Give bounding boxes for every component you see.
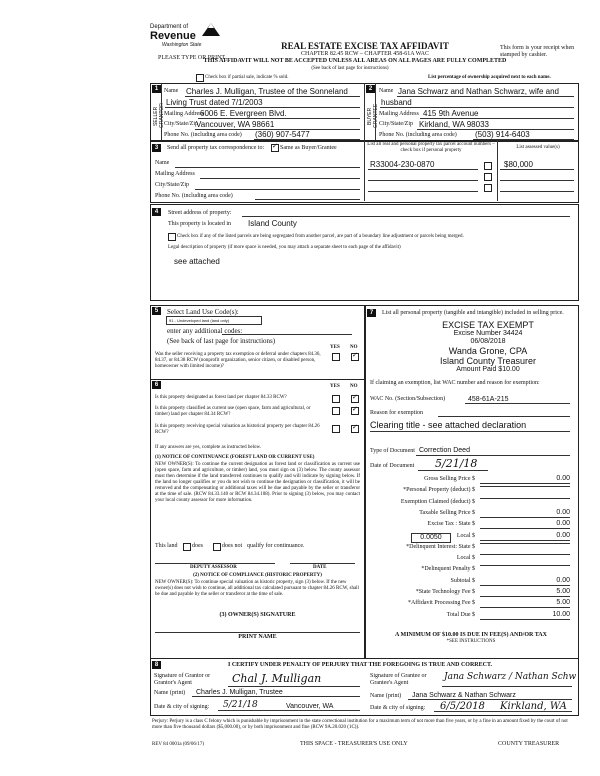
stamp-name: Wanda Grone, CPA <box>448 346 528 356</box>
fee-row-value[interactable]: 0.00 <box>480 577 570 586</box>
exemption-claim-label: If claiming an exemption, list WAC number and reason for exemption: <box>370 380 540 386</box>
grantee-date-label: Date & city of signing: <box>370 705 426 711</box>
fee-row-label: *Delinquent Interest: State $ <box>406 544 475 550</box>
current-use-question: Is this property classified as current use (open space, farm and agricultural, or timber) land per chapter 84.34 RCW? <box>155 406 311 417</box>
receipt-note: This form is your receipt when stamped by cashier. <box>500 45 575 58</box>
fee-row-value[interactable]: 0.00 <box>480 532 570 541</box>
land-use-label: Select Land Use Code(s): <box>167 308 239 316</box>
grantor-print-label: Name (print) <box>154 690 186 696</box>
print-name-label: PRINT NAME <box>238 634 277 640</box>
assessed-value: $80,000 <box>504 160 533 169</box>
partial-sale-label: Check box if partial sale, indicate % sold. <box>205 75 289 80</box>
does-checkbox[interactable] <box>183 543 191 551</box>
fee-row-label: Total Due $ <box>446 612 475 618</box>
grantor-sig-label: Signature of Grantor or Grantor's Agent <box>154 673 211 686</box>
reason-value: Clearing title - see attached declaration <box>370 420 527 430</box>
q3-yes-checkbox[interactable] <box>332 425 340 433</box>
fee-row-value[interactable] <box>480 565 570 566</box>
q1-yes-checkbox[interactable] <box>332 395 340 403</box>
fee-row-value[interactable] <box>480 486 570 487</box>
s5-yes-checkbox[interactable] <box>332 353 340 361</box>
legal-description: see attached <box>174 257 220 266</box>
q2-yes-checkbox[interactable] <box>332 407 340 415</box>
treasurer-space-label: THIS SPACE - TREASURER'S USE ONLY <box>300 741 408 747</box>
perjury-notice: Perjury: Perjury is a class C felony which is punishable by imprisonment in the state correctional institution for a maximum term of not more than five years, or by a fine in an amount fixed by the court of not more than five thousand dollars ($5,000.00), or by both imprisonment and fine (RCW 9A.20.020 (1C)). <box>152 719 568 730</box>
section-1-number: 1 <box>152 85 161 93</box>
grantee-name: Jana Schwarz and Nathan Schwarz, wife and <box>398 87 559 96</box>
grantor-address: 6006 E. Evergreen Blvd. <box>200 109 287 118</box>
fee-row-value[interactable] <box>480 554 570 555</box>
same-as-buyer-checkbox[interactable] <box>271 144 279 152</box>
q2-no-checkbox[interactable] <box>351 407 359 415</box>
date-label: DATE <box>313 565 327 570</box>
deputy-assessor-label: DEPUTY ASSESSOR <box>190 565 237 570</box>
parcel-number: R33004-230-0870 <box>370 160 435 169</box>
s6-no-label: NO <box>350 384 358 389</box>
fee-row-label: *Affidavit Processing Fee $ <box>407 600 475 606</box>
grantor-signature: Chal J. Mulligan <box>232 672 322 685</box>
notice-compliance-body: NEW OWNER(S): To continue special valuation as historic property, sign (3) below. If the new owner(s) does not wish to continue, all additional tax calculated pursuant to chapter 84.26 RCW, shall be due and payable by the seller or transferor at the time of sale. <box>155 580 359 597</box>
seller-grantor-label: SELLER GRANTOR <box>153 103 165 129</box>
notice-line: THIS AFFIDAVIT WILL NOT BE ACCEPTED UNLESS ALL AREAS ON ALL PAGES ARE FULLY COMPLETED <box>203 58 507 64</box>
see-instructions-label: *SEE INSTRUCTIONS <box>446 639 496 644</box>
stamp-title: EXCISE TAX EXEMPT <box>442 320 534 330</box>
grantee-phone: (503) 914-6403 <box>475 130 530 139</box>
reason-label: Reason for exemption <box>370 410 423 416</box>
personal-property-checkbox-1[interactable] <box>484 162 492 170</box>
notice-compliance-title: (2) NOTICE OF COMPLIANCE (HISTORIC PROPERTY) <box>193 573 322 578</box>
grantee-city: Kirkland, WA 98033 <box>419 120 489 129</box>
county-value: Island County <box>248 219 297 228</box>
grantee-name-cont: husband <box>381 98 412 107</box>
form-revision: REV 84 0001a (09/06/17) <box>152 742 204 747</box>
does-not-label: does not <box>222 543 243 549</box>
s3-address-label: Mailing Address <box>155 171 195 177</box>
fee-row-value[interactable]: 10.00 <box>480 611 570 620</box>
stamp-office: Island County Treasurer <box>439 356 537 366</box>
fee-row-value[interactable] <box>480 543 570 544</box>
legal-description-label: Legal description of property (if more space is needed, you may attach a separate sheet to each page of the affidavit) <box>168 245 401 250</box>
s5-no-checkbox[interactable] <box>351 353 359 361</box>
q1-no-checkbox[interactable] <box>351 395 359 403</box>
personal-property-checkbox-2[interactable] <box>484 173 492 181</box>
fee-row-label: Gross Selling Price $ <box>424 476 475 482</box>
segregated-checkbox[interactable] <box>168 233 176 241</box>
fee-row-value[interactable]: 0.00 <box>480 475 570 484</box>
see-back-line: (See back of last page for instructions) <box>311 66 389 71</box>
s6-yes-label: YES <box>330 384 340 389</box>
county-treasurer-label: COUNTY TREASURER <box>498 741 560 747</box>
doc-date-value: 5/21/18 <box>435 457 478 470</box>
wac-label: WAC No. (Section/Subsection) <box>370 396 446 402</box>
owner-signature-label: (3) OWNER(S) SIGNATURE <box>219 612 296 618</box>
s3-city-label: City/State/Zip <box>155 182 189 188</box>
doc-type-value: Correction Deed <box>419 447 470 454</box>
grantor-print-name: Charles J. Mulligan, Trustee <box>196 689 283 696</box>
grantor-date: 5/21/18 <box>223 700 258 710</box>
certify-statement: I CERTIFY UNDER PENALTY OF PERJURY THAT THE FOREGOING IS TRUE AND CORRECT. <box>228 662 493 668</box>
s3-phone-label: Phone No. (including area code) <box>155 193 233 199</box>
fee-row-value[interactable]: 5.00 <box>480 588 570 597</box>
fee-row-label: Exemption Claimed (deduct) $ <box>400 499 475 505</box>
grantor-name-label: Name <box>164 88 179 94</box>
type-print-label: PLEASE TYPE OR PRINT <box>158 55 226 61</box>
fee-row-label: *Personal Property (deduct) $ <box>403 487 475 493</box>
grantor-date-label: Date & city of signing: <box>154 704 210 710</box>
personal-property-checkbox-3[interactable] <box>484 184 492 192</box>
same-as-buyer-label: Same as Buyer/Grantee <box>280 145 337 151</box>
local-rate-input[interactable]: 0.0050 <box>411 533 451 543</box>
grantee-sig-label: Signature of Grantee or Grantee's Agent <box>370 673 427 686</box>
if-yes-label: If any answers are yes, complete as instructed below. <box>155 445 262 450</box>
parcel-header: List all real and personal property tax parcel account numbers – check box if personal property <box>367 142 495 153</box>
grantee-name-label: Name <box>379 88 394 94</box>
grantee-city: Kirkland, WA <box>500 701 567 712</box>
grantor-city: Vancouver, WA 98661 <box>196 120 275 129</box>
grantor-city-label: City/State/Zip <box>164 121 198 127</box>
agency-line1: Department of <box>150 24 189 30</box>
segregated-label: Check box if any of the listed parcels are being segregated from another parcel, are part of a boundary line adjustment or parcels being merged. <box>177 234 464 239</box>
additional-codes-label: enter any additional codes: <box>167 327 243 335</box>
grantor-address-label: Mailing Address <box>164 111 204 117</box>
form-title: REAL ESTATE EXCISE TAX AFFIDAVIT <box>281 41 449 51</box>
s3-name-label: Name <box>155 160 170 166</box>
this-land-label: This land <box>155 543 178 549</box>
chapter-line: CHAPTER 82.45 RCW – CHAPTER 458-61A WAC <box>301 51 429 57</box>
grantor-city: Vancouver, WA <box>286 703 334 710</box>
wac-value: 458-61A-215 <box>468 396 509 403</box>
buyer-grantee-label: BUYER GRANTEE <box>367 103 379 129</box>
grantee-print-label: Name (print) <box>370 693 402 699</box>
does-not-checkbox[interactable] <box>213 543 221 551</box>
minimum-due-label: A MINIMUM OF $10.00 IS DUE IN FEE(S) AND/OR TAX <box>395 632 547 638</box>
grantor-name: Charles J. Mulligan, Trustee of the Sonneland <box>186 87 348 96</box>
fee-row-value[interactable]: 0.00 <box>480 520 570 529</box>
grantee-city-label: City/State/Zip <box>379 121 413 127</box>
does-label: does <box>192 543 203 549</box>
section-2-number: 2 <box>366 85 375 93</box>
grantee-address-label: Mailing Address <box>379 111 419 117</box>
partial-sale-checkbox[interactable] <box>196 74 204 82</box>
q3-no-checkbox[interactable] <box>351 425 359 433</box>
s5-no-label: NO <box>350 345 358 350</box>
grantee-signature: Jana Schwarz / Nathan Schw <box>444 672 577 682</box>
section-8-number: 8 <box>152 661 161 669</box>
s5-yes-label: YES <box>330 345 340 350</box>
mountain-icon <box>202 22 220 36</box>
fee-row-value[interactable]: 0.00 <box>480 509 570 518</box>
stamp-number: Excise Number 34424 <box>453 330 523 337</box>
section-6-number: 6 <box>152 381 161 389</box>
stamp-date: 06/08/2018 <box>470 338 506 345</box>
excise-exempt-stamp <box>418 320 558 374</box>
fee-row-label: *State Technology Fee $ <box>415 589 475 595</box>
historic-question: Is this property receiving special valuation as historical property per chapter 84.26 RCW? <box>155 424 320 435</box>
fee-row-label: Excise Tax : State $ <box>427 521 475 527</box>
section-5-number: 5 <box>152 307 161 315</box>
qualify-label: qualify for continuance. <box>247 543 305 549</box>
fee-row-label: Subtotal $ <box>450 578 475 584</box>
grantee-date: 6/5/2018 <box>440 701 485 712</box>
fee-table <box>370 476 575 624</box>
assessed-header: List assessed value(s) <box>516 145 560 150</box>
doc-date-label: Date of Document <box>370 463 415 469</box>
s5-see-back: (See back of last page for instructions) <box>167 337 276 345</box>
grantee-print-name: Jana Schwarz & Nathan Schwarz <box>412 692 516 699</box>
section-4-box <box>150 204 579 301</box>
agency-line3: Washington State <box>162 42 202 48</box>
land-use-select[interactable]: 91 - Undeveloped land (land only) <box>166 316 262 325</box>
fee-row-label: *Delinquent Penalty $ <box>421 566 475 572</box>
exemption-question: Was the seller receiving a property tax exemption or deferral under chapters 84.36, 84.37, or 84.38 RCW (nonprofit organization, senior citizen, or disabled person, homeowner with limited income)? <box>155 352 321 369</box>
grantee-address: 415 9th Avenue <box>423 109 479 118</box>
doc-type-label: Type of Document <box>370 448 415 454</box>
fee-row-label: Taxable Selling Price $ <box>419 510 475 516</box>
dor-logo <box>150 22 220 50</box>
fee-row-value[interactable]: 5.00 <box>480 599 570 608</box>
send-correspondence-label: Send all property tax correspondence to: <box>167 145 265 151</box>
forest-land-question: Is this property designated as forest land per chapter 84.33 RCW? <box>155 395 287 400</box>
grantee-phone-label: Phone No. (including area code) <box>379 132 457 138</box>
fee-row-value[interactable] <box>480 498 570 499</box>
street-address-label: Street address of property: <box>168 210 232 216</box>
pct-ownership-label: List percentage of ownership acquired next to each name. <box>428 75 551 80</box>
grantor-phone: (360) 907-5477 <box>255 130 310 139</box>
section-3-number: 3 <box>152 144 161 152</box>
stamp-amount: Amount Paid $10.00 <box>456 366 520 373</box>
section-7-number: 7 <box>367 309 376 317</box>
located-in-label: This property is located in <box>168 221 231 227</box>
notice-continuance-title: (1) NOTICE OF CONTINUANCE (FOREST LAND OR CURRENT USE) <box>155 455 315 460</box>
section-4-number: 4 <box>152 208 161 216</box>
personal-property-label: List all personal property (tangible and intangible) included in selling price. <box>382 310 564 316</box>
notice-continuance-body: NEW OWNER(S): To continue the current designation as forest land or classification as current use (open space, farm and agriculture, or timber) land, you must sign on (3) below. The county assessor must then determine if the land transferred continues to qualify and will indicate by signing below. If the land no longer qualifies or you do not wish to continue the designation or classification, it will be removed and the compensating or additional taxes will be due and payable by the seller or transferor at the time of sale. (RCW 84.33.140 or RCW 84.34.108). Prior to signing (3) below, you may contact your local county assessor for more information. <box>155 462 360 503</box>
grantor-phone-label: Phone No. (including area code) <box>164 132 242 138</box>
fee-row-label: Local $ <box>456 555 475 561</box>
fee-row-label: Local $ <box>456 533 475 539</box>
grantor-name-cont: Living Trust dated 7/1/2003 <box>166 98 263 107</box>
agency-line2: Revenue <box>150 30 196 42</box>
